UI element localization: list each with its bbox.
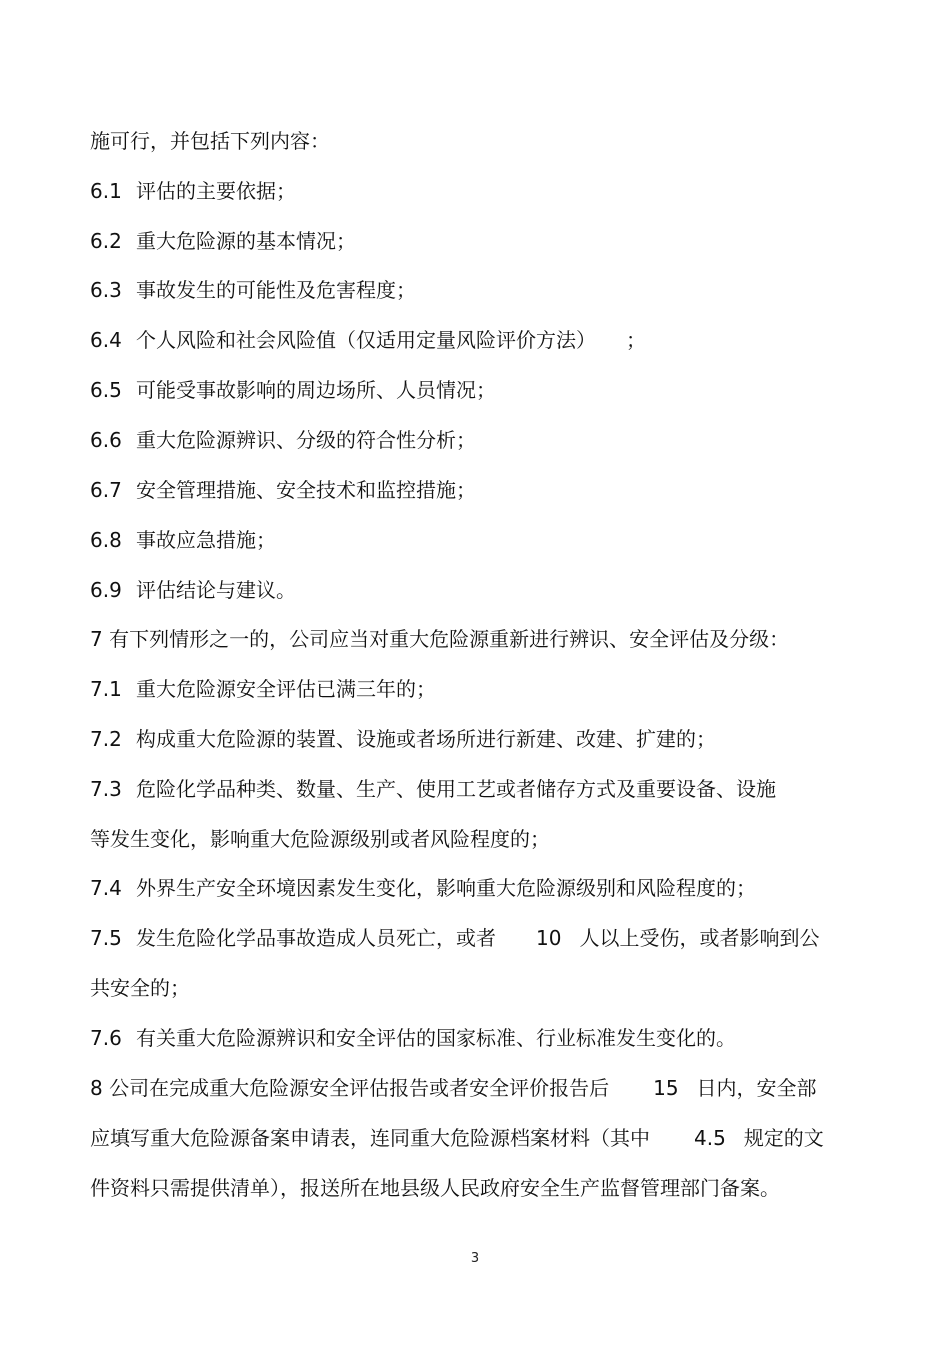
intro-text: 施可行，并包括下列内容： <box>90 129 330 153</box>
list-item-6-1 <box>90 179 296 203</box>
item-number: 6.4 <box>90 328 122 352</box>
item-text-a: 发生危险化学品事故造成人员死亡，或者 <box>136 926 496 950</box>
intro-line <box>90 129 330 153</box>
section-8-text-a: 8 公司在完成重大危险源安全评估报告或者安全评价报告后 <box>90 1076 610 1100</box>
item-number: 7.5 <box>90 926 122 950</box>
section-8-value-clause: 4.5 <box>694 1126 726 1150</box>
list-item-7-1 <box>90 677 436 701</box>
item-number: 7.3 <box>90 777 122 801</box>
list-item-7-5-continuation <box>90 976 190 1000</box>
list-item-7-6 <box>90 1026 736 1050</box>
page-number: 3 <box>470 1251 480 1266</box>
item-text: 有关重大危险源辨识和安全评估的国家标准、行业标准发生变化的。 <box>136 1026 736 1050</box>
section-8-text-b: 日内，安全部 <box>696 1076 817 1100</box>
section-8-text-a: 应填写重大危险源备案申请表，连同重大危险源档案材料（其中 <box>90 1126 650 1150</box>
item-text: 评估结论与建议。 <box>136 578 296 602</box>
item-text: 构成重大危险源的装置、设施或者场所进行新建、改建、扩建的； <box>136 727 716 751</box>
item-number: 6.2 <box>90 229 122 253</box>
item-text: 个人风险和社会风险值（仅适用定量风险评价方法） <box>136 328 596 352</box>
item-text: 评估的主要依据； <box>136 179 296 203</box>
item-number: 6.8 <box>90 528 122 552</box>
item-text: 重大危险源辨识、分级的符合性分析； <box>136 428 476 452</box>
item-continuation: 等发生变化，影响重大危险源级别或者风险程度的； <box>90 827 550 851</box>
list-item-7-3 <box>90 777 776 801</box>
list-item-7-3-continuation <box>90 827 550 851</box>
list-item-6-8 <box>90 528 276 552</box>
list-item-6-9 <box>90 578 296 602</box>
item-number: 6.6 <box>90 428 122 452</box>
item-text: 事故应急措施； <box>136 528 276 552</box>
item-tail: ； <box>626 328 646 352</box>
item-number: 7.4 <box>90 876 122 900</box>
item-text-b: 人以上受伤，或者影响到公 <box>579 926 820 950</box>
item-number: 7.6 <box>90 1026 122 1050</box>
list-item-7-4 <box>90 876 756 900</box>
list-item-6-2 <box>90 229 356 253</box>
item-number: 6.9 <box>90 578 122 602</box>
item-number: 6.7 <box>90 478 122 502</box>
heading-text: 7 有下列情形之一的，公司应当对重大危险源重新进行辨识、安全评估及分级： <box>90 627 790 651</box>
item-text: 可能受事故影响的周边场所、人员情况； <box>136 378 496 402</box>
item-text: 危险化学品种类、数量、生产、使用工艺或者储存方式及重要设备、设施 <box>136 777 776 801</box>
item-text: 安全管理措施、安全技术和监控措施； <box>136 478 476 502</box>
list-item-7-5 <box>90 926 819 950</box>
list-item-7-2 <box>90 727 716 751</box>
item-number: 7.1 <box>90 677 122 701</box>
section-8-text: 件资料只需提供清单），报送所在地县级人民政府安全生产监督管理部门备案。 <box>90 1176 780 1200</box>
section-8-line-1 <box>90 1076 817 1100</box>
item-text: 重大危险源的基本情况； <box>136 229 356 253</box>
item-text: 事故发生的可能性及危害程度； <box>136 278 416 302</box>
section-8-line-3 <box>90 1176 780 1200</box>
item-continuation: 共安全的； <box>90 976 190 1000</box>
item-value: 10 <box>536 926 562 950</box>
section-8-value-days: 15 <box>653 1076 679 1100</box>
list-item-6-6 <box>90 428 476 452</box>
item-text: 外界生产安全环境因素发生变化，影响重大危险源级别和风险程度的； <box>136 876 756 900</box>
section-8-text-b: 规定的文 <box>743 1126 824 1150</box>
list-item-6-7 <box>90 478 476 502</box>
item-number: 7.2 <box>90 727 122 751</box>
item-number: 6.3 <box>90 278 122 302</box>
section-8-line-2 <box>90 1126 824 1150</box>
list-item-6-4 <box>90 328 646 352</box>
item-number: 6.5 <box>90 378 122 402</box>
list-item-6-5 <box>90 378 496 402</box>
list-item-6-3 <box>90 278 416 302</box>
section-7-heading <box>90 627 789 651</box>
item-number: 6.1 <box>90 179 122 203</box>
item-text: 重大危险源安全评估已满三年的； <box>136 677 436 701</box>
